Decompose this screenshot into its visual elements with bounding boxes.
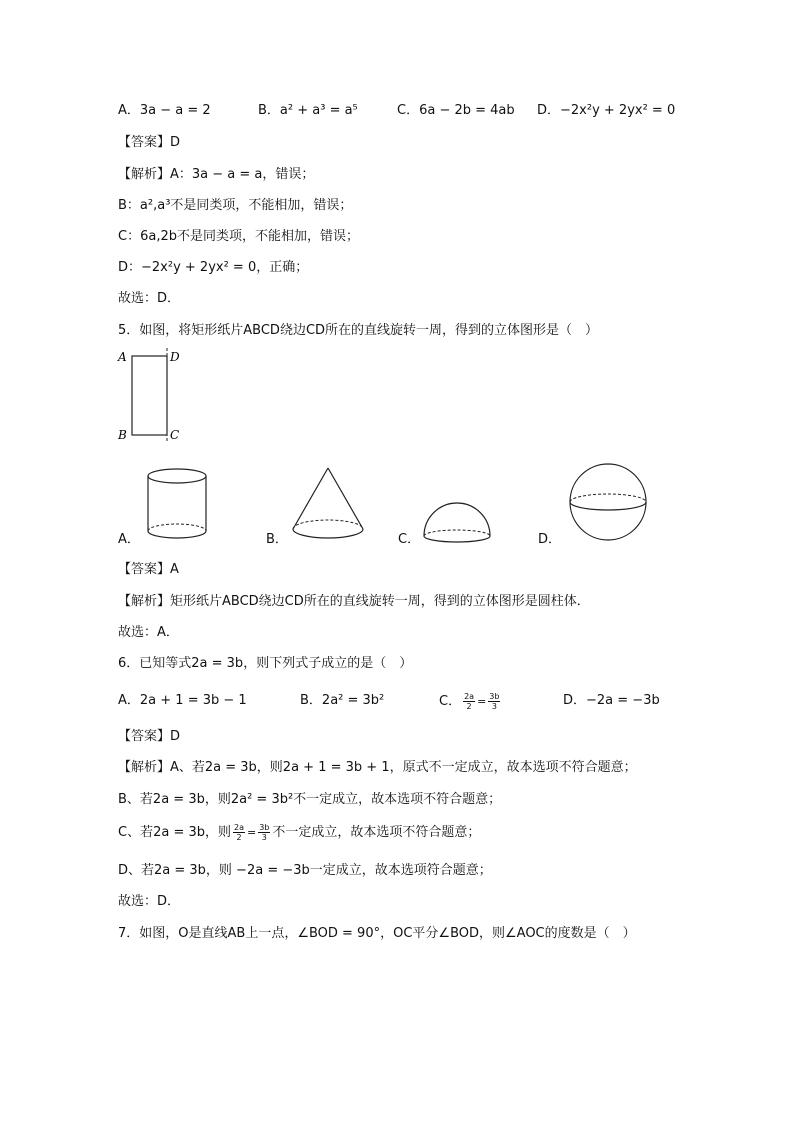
q6-stem: 6．已知等式2a = 3b，则下列式子成立的是（ ） <box>118 656 413 671</box>
q6-option-c <box>439 692 502 711</box>
q6-analysis-line-3 <box>118 823 480 842</box>
q6-analysis-3-denominator-2: 3 <box>261 833 267 842</box>
label-d: D <box>170 350 180 364</box>
q7-stem: 7．如图，O是直线AB上一点，∠BOD = 90°，OC平分∠BOD，则∠AOC的度数是（ ） <box>118 926 636 941</box>
q6-c-numerator-1: 2a <box>464 692 475 701</box>
sphere-figure <box>566 460 650 544</box>
q6-option-d: D．−2a = −3b <box>563 693 660 708</box>
q4-analysis-line-1: 【解析】A：3a − a = a，错误； <box>118 167 315 182</box>
q4-analysis-line-2: B：a²,a³不是同类项，不能相加，错误； <box>118 198 353 213</box>
q6-option-c-prefix: C． <box>439 693 462 709</box>
q6-c-equals: = <box>477 694 487 708</box>
q6-analysis-3-suffix: 不一定成立，故本选项不符合题意； <box>272 824 481 840</box>
q5-answer: 【答案】A <box>118 562 179 577</box>
q5-choice-b: B． <box>266 532 288 547</box>
q6-answer: 【答案】D <box>118 729 181 744</box>
q5-rectangle-figure <box>114 346 194 446</box>
label-b: B <box>118 428 127 442</box>
hemisphere-figure <box>420 496 495 546</box>
cylinder-figure <box>142 466 212 546</box>
q5-stem: 5．如图，将矩形纸片ABCD绕边CD所在的直线旋转一周，得到的立体图形是（ ） <box>118 323 599 338</box>
label-c: C <box>170 428 180 442</box>
q6-option-b: B．2a² = 3b² <box>300 693 385 708</box>
q4-conclusion: 故选：D． <box>118 291 181 306</box>
q6-analysis-3-numerator-1: 2a <box>234 823 244 832</box>
q4-option-d: D．−2x²y + 2yx² = 0 <box>537 103 676 118</box>
q4-option-c: C．6a − 2b = 4ab <box>397 103 515 118</box>
q5-choice-d: D． <box>538 532 562 547</box>
q5-analysis: 【解析】矩形纸片ABCD绕边CD所在的直线旋转一周，得到的立体图形是圆柱体． <box>118 594 590 609</box>
q4-option-a: A．3a − a = 2 <box>118 103 211 118</box>
q6-option-a: A．2a + 1 = 3b − 1 <box>118 693 247 708</box>
label-a: A <box>118 350 127 364</box>
q4-answer: 【答案】D <box>118 135 181 150</box>
q6-analysis-line-4: D、若2a = 3b，则 −2a = −3b一定成立，故本选项符合题意； <box>118 863 492 878</box>
q6-analysis-line-2: B、若2a = 3b，则2a² = 3b²不一定成立，故本选项不符合题意； <box>118 792 502 807</box>
q6-analysis-3-prefix: C、若2a = 3b，则 <box>118 824 231 840</box>
q4-option-b: B．a² + a³ = a⁵ <box>258 103 358 118</box>
q6-c-denominator-2: 3 <box>491 702 497 711</box>
cone-figure <box>288 464 368 546</box>
q6-conclusion: 故选：D． <box>118 894 181 909</box>
q6-c-denominator-1: 2 <box>466 702 472 711</box>
q5-choice-a: A． <box>118 532 140 547</box>
q6-analysis-3-denominator-1: 2 <box>236 833 242 842</box>
q6-analysis-line-1: 【解析】A、若2a = 3b，则2a + 1 = 3b + 1，原式不一定成立，故本选项不符合题意； <box>118 760 637 775</box>
q6-c-numerator-2: 3b <box>489 692 500 701</box>
q4-analysis-line-3: C：6a,2b不是同类项，不能相加，错误； <box>118 229 359 244</box>
q6-analysis-3-equals: = <box>247 825 257 839</box>
q5-choice-c: C． <box>398 532 421 547</box>
q4-analysis-line-4: D：−2x²y + 2yx² = 0，正确； <box>118 260 309 275</box>
q5-conclusion: 故选：A． <box>118 625 179 640</box>
q6-analysis-3-numerator-2: 3b <box>259 823 270 832</box>
